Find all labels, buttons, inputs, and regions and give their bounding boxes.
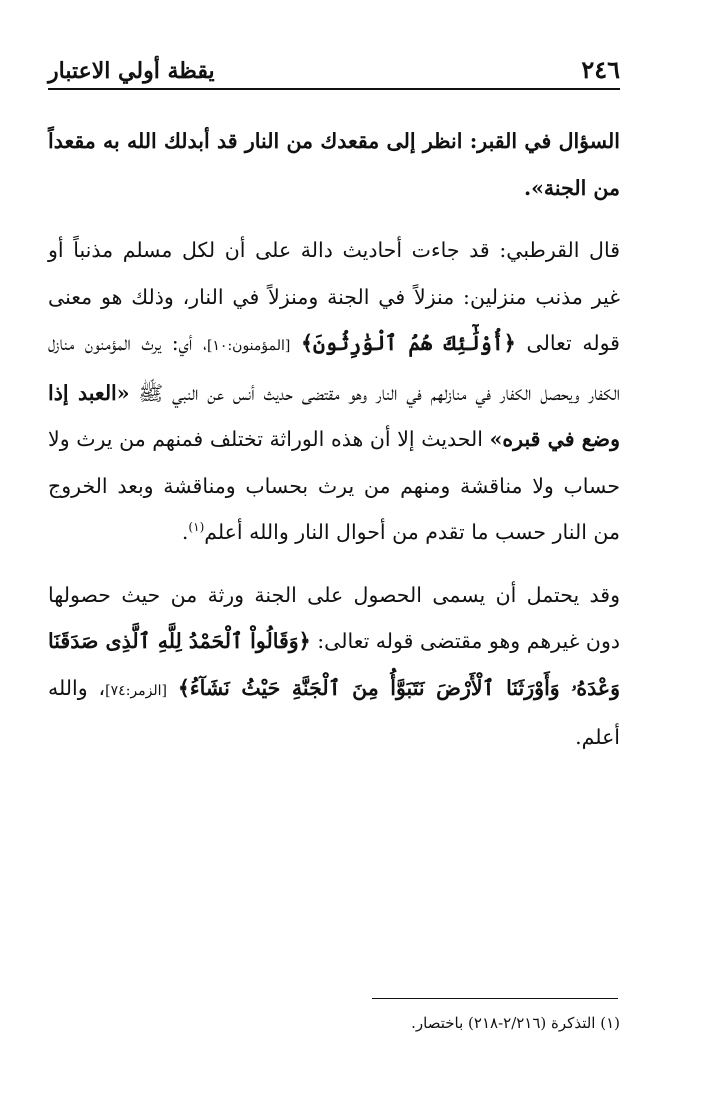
paragraph-2-part-1: قال القرطبي: قد جاءت أحاديث دالة على أن لكل مسلم مذنباً أو غير مذنب منزلين: منزلاً في الجنة ومنزلاً في النار، وذلك هو معنى قوله تعالى — [48, 238, 620, 355]
paragraph-2: قال القرطبي: قد جاءت أحاديث دالة على أن لكل مسلم مذنباً أو غير مذنب منزلين: منزلاً في الجنة ومنزلاً في النار، وذلك هو معنى قوله تعالى ﴿أُوْلَٰٓئِكَ هُمُ ٱلْوَٰرِثُونَ﴾ [المؤمنون:١٠]، أي: يرث المؤمنون منازل الكفار ويحصل الكفار في منازلهم في النار وهو مقتضى حديث أنس عن النبي ﷺ «العبد إذا وضع في قبره» الحديث إلا أن هذه الوراثة تختلف فمنهم من يرث ولا حساب ولا مناقشة ومنهم من يرث بحساب ومناقشة وبعد الخروج من النار حسب ما تقدم من أحوال النار والله أعلم$^{(١)}$. — [48, 238, 620, 544]
quran-verse-2: ﴿وَقَالُواْ ٱلْحَمْدُ لِلَّهِ ٱلَّذِى صَدَقَنَا وَعْدَهُۥ وَأَوْرَثَنَا ٱلْأَرْضَ نَتَبَوَّأُ مِنَ ٱلْجَنَّةِ حَيْثُ نَشَآءُ﴾ — [48, 629, 620, 700]
quran-citation-1: [المؤمنون:١٠] — [206, 338, 291, 354]
quran-verse-1: ﴿أُوْلَٰٓئِكَ هُمُ ٱلْوَٰرِثُونَ﴾ — [301, 331, 516, 355]
footnote-divider — [372, 998, 618, 999]
footnote: (١) التذكرة (٢/٢١٦-٢١٨) باختصار. — [411, 1014, 620, 1032]
quran-citation-2: [الزمر:٧٤] — [105, 682, 167, 699]
page-number: ٢٤٦ — [581, 55, 620, 84]
hadith-quote: «العبد إذا وضع في قبره» — [48, 380, 620, 451]
paragraph-3 — [48, 572, 620, 761]
paragraph-3-part-1: وقد يحتمل أن يسمى الحصول على الجنة ورثة من حيث حصولها دون غيرهم وهو مقتضى قوله تعالى: — [48, 582, 620, 653]
paragraph-1: السؤال في القبر: انظر إلى مقعدك من النار قد أبدلك الله به مقعداً من الجنة». — [48, 129, 620, 200]
paragraph-3-part-2: ، والله أعلم. — [48, 675, 620, 749]
paragraph-2-part-3: الحديث إلا أن هذه الوراثة تختلف فمنهم من يرث ولا حساب ولا مناقشة ومنهم من يرث بحساب ومناقشة وبعد الخروج من النار حسب ما تقدم من أحوال النار والله أعلم — [48, 427, 620, 544]
footnote-reference: (١) — [188, 520, 205, 535]
main-text — [48, 118, 620, 777]
paragraph-2-part-2: ، أي: يرث المؤمنون منازل الكفار ويحصل الكفار في منازلهم في النار وهو مقتضى حديث أنس عن النبي ﷺ — [48, 331, 620, 405]
running-title: يقظة أولي الاعتبار — [48, 58, 215, 84]
page-header — [48, 50, 620, 90]
